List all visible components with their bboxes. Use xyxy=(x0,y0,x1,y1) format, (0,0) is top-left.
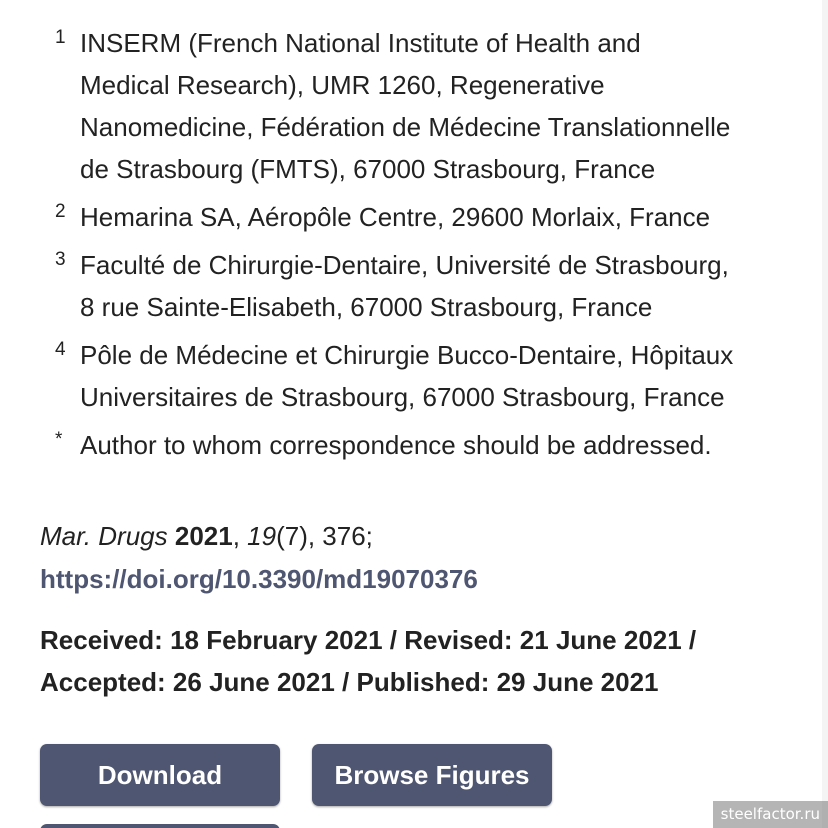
citation-year: 2021 xyxy=(174,521,233,551)
affiliation-line: de Strasbourg (FMTS), 67000 Strasbourg, France xyxy=(80,154,656,184)
citation-issue-pages: (7), 376; xyxy=(276,521,373,551)
citation-separator: , xyxy=(232,521,248,551)
watermark: steelfactor.ru xyxy=(713,801,828,828)
dates-line: Received: 18 February 2021 / Revised: 21 June 2021 / xyxy=(40,625,697,655)
doi-link[interactable]: https://doi.org/10.3390/md19070376 xyxy=(40,564,478,594)
affiliation-marker: 4 xyxy=(55,339,66,360)
affiliation-line: Hemarina SA, Aéropôle Centre, 29600 Morlaix, France xyxy=(80,202,711,232)
affiliation-line: Universitaires de Strasbourg, 67000 Strasbourg, France xyxy=(80,382,725,412)
publication-dates xyxy=(40,619,800,703)
affiliation-marker: 1 xyxy=(55,27,66,48)
affiliation-line: 8 rue Sainte-Elisabeth, 67000 Strasbourg, France xyxy=(80,292,653,322)
affiliation-marker: 2 xyxy=(55,201,66,222)
affiliation-marker: 3 xyxy=(55,249,66,270)
affiliation-line: Author to whom correspondence should be addressed. xyxy=(80,430,712,460)
affiliation-line: Nanomedicine, Fédération de Médecine Translationnelle xyxy=(80,112,731,142)
affiliation-line: Faculté de Chirurgie-Dentaire, Université de Strasbourg, xyxy=(80,250,729,280)
affiliation-text xyxy=(80,334,800,418)
citation xyxy=(40,515,373,557)
affiliation-line: Pôle de Médecine et Chirurgie Bucco-Dentaire, Hôpitaux xyxy=(80,340,734,370)
journal-name: Mar. Drugs xyxy=(40,521,168,551)
affiliation-line: INSERM (French National Institute of Health and xyxy=(80,28,641,58)
affiliation-text xyxy=(80,22,800,190)
affiliation-line: Medical Research), UMR 1260, Regenerative xyxy=(80,70,605,100)
affiliation-text xyxy=(80,196,800,238)
affiliation-text xyxy=(80,244,800,328)
partial-button[interactable] xyxy=(40,824,280,828)
citation-volume: 19 xyxy=(247,521,277,551)
affiliation-marker: * xyxy=(55,429,63,450)
browse-figures-button[interactable]: Browse Figures xyxy=(312,744,552,806)
affiliation-text xyxy=(80,424,800,466)
scrollbar-track[interactable] xyxy=(822,0,828,828)
download-button[interactable]: Download xyxy=(40,744,280,806)
dates-line: Accepted: 26 June 2021 / Published: 29 June 2021 xyxy=(40,667,659,697)
